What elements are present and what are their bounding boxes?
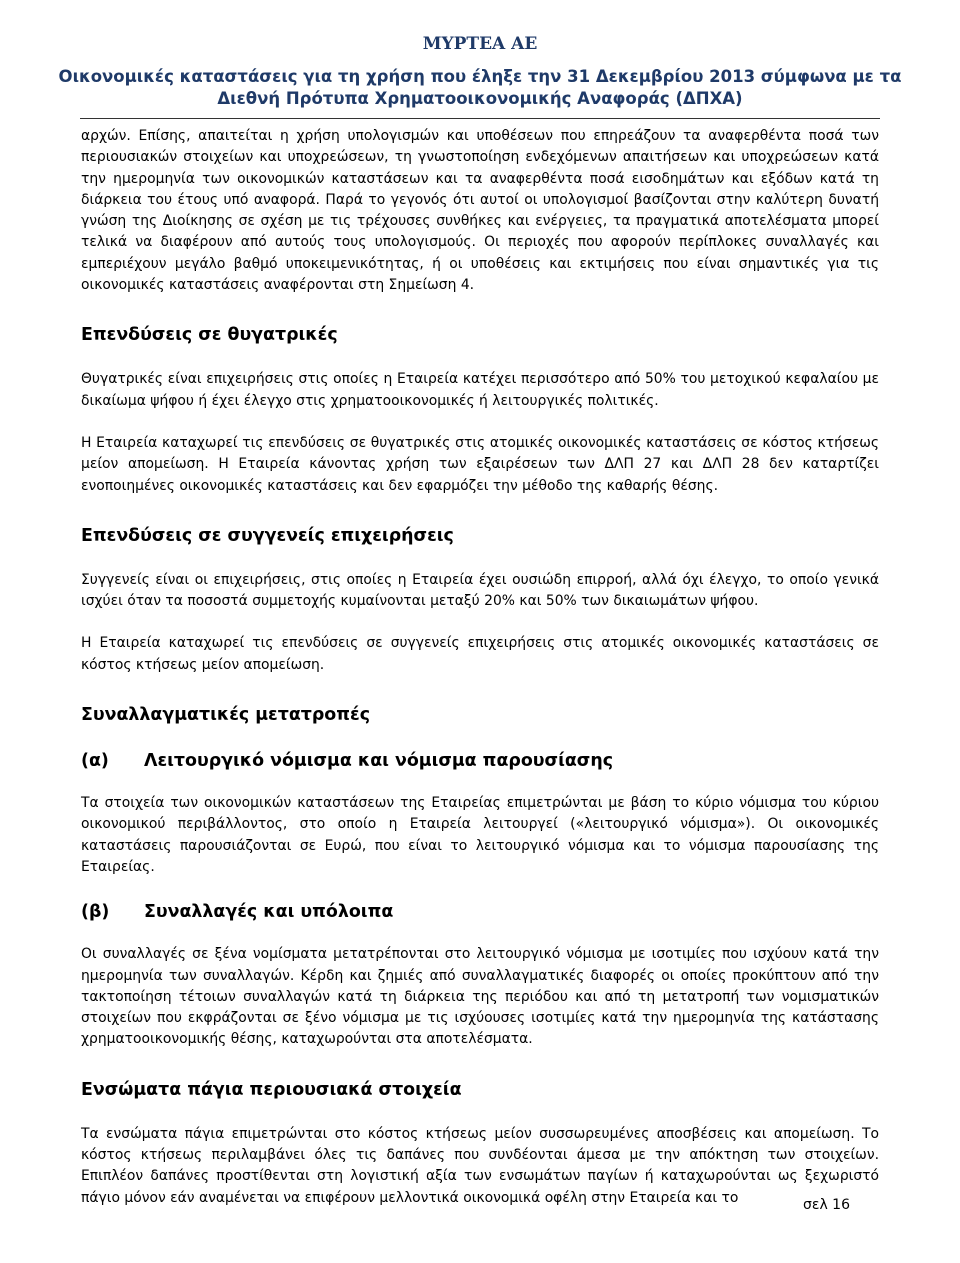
report-subtitle-line1: Οικονομικές καταστάσεις για τη χρήση που έληξε την 31 Δεκεμβρίου 2013 σύμφωνα με τα — [58, 67, 902, 86]
paragraph-associates-definition: Συγγενείς είναι οι επιχειρήσεις, στις οποίες η Εταιρεία έχει ουσιώδη επιρροή, αλλά όχι έλεγχο, το οποίο γενικά ισχύει όταν τα ποσοστά συμμετοχής κυμαίνονται μεταξύ 20% και 50% των δικαιωμάτων ψήφου. — [81, 571, 879, 610]
paragraph-associates-accounting: Η Εταιρεία καταχωρεί τις επενδύσεις σε συγγενείς επιχειρήσεις στις ατομικές οικονομικές καταστάσεις σε κόστος κτήσεως μείον απομείωση. — [81, 635, 879, 673]
page-number: σελ 16 — [803, 1197, 850, 1213]
document-body — [81, 126, 879, 1209]
paragraph-subsidiaries-accounting: Η Εταιρεία καταχωρεί τις επενδύσεις σε θυγατρικές στις ατομικές οικονομικές καταστάσεις σε κόστος κτήσεως μείον απομείωση. Η Εταιρεία κάνοντας χρήση των εξαιρέσεων των ΔΛΠ 27 και ΔΛΠ 28 δεν καταρτίζει ενοποιημένες οικονομικές καταστάσεις και δεν εφαρμόζει την μέθοδο της καθαρής θέσης. — [81, 434, 879, 494]
heading-associates: Επενδύσεις σε συγγενείς επιχειρήσεις — [81, 525, 454, 546]
heading-foreign-exchange: Συναλλαγματικές μετατροπές — [81, 705, 371, 726]
heading-subsidiaries: Επενδύσεις σε θυγατρικές — [81, 325, 338, 346]
heading-tangible-assets: Ενσώματα πάγια περιουσιακά στοιχεία — [81, 1079, 462, 1100]
paragraph-functional-currency: Τα στοιχεία των οικονομικών καταστάσεων της Εταιρείας επιμετρώνται με βάση το κύριο νόμισμα του κύριου οικονομικού περιβάλλοντος, στο οποίο η Εταιρεία λειτουργεί («λειτουργικό νόμισμα»). Οι οικονομικές καταστάσεις παρουσιάζονται σε Ευρώ, που είναι το λειτουργικό νόμισμα και το νόμισμα παρουσίασης της Εταιρείας. — [81, 795, 879, 875]
subheading-title-b: Συναλλαγές και υπόλοιπα — [144, 902, 394, 923]
paragraph-tangible-assets: Τα ενσώματα πάγια επιμετρώνται στο κόστος κτήσεως μείον συσσωρευμένες αποσβέσεις και απομείωση. Το κόστος κτήσεως περιλαμβάνει όλες τις δαπάνες που συνδέονται άμεσα με την απόκτηση των στοιχείων. Επιπλέον δαπάνες προστίθενται στη λογιστική αξία των ενσωμάτων παγίων ή καταχωρούνται ως ξεχωριστό πάγιο μόνον εάν αναμένεται να επιφέρουν μελλοντικά οικονομικά οφέλη στην Εταιρεία και το — [81, 1125, 879, 1206]
header-divider — [80, 118, 880, 119]
subheading-functional-currency — [81, 749, 879, 773]
paragraph-transactions-balances: Οι συναλλαγές σε ξένα νομίσματα μετατρέπονται στο λειτουργικό νόμισμα με ισοτιμίες που ισχύουν κατά την ημερομηνία των συναλλαγών. Κέρδη και ζημιές από συναλλαγματικές διαφορές οι οποίες προκύπτουν από την τακτοποίηση τέτοιων συναλλαγών κατά τη διάρκεια της περιόδου και από τη μετατροπή των νομισματικών στοιχείων που εκφράζονται σε ξένο νόμισμα με τις ισχύουσες ισοτιμίες κατά την ημερομηνία της κατάστασης χρηματοοικονομικής θέσης, καταχωρούνται στα αποτελέσματα. — [81, 946, 879, 1048]
paragraph-estimates: αρχών. Επίσης, απαιτείται η χρήση υπολογισμών και υποθέσεων που επηρεάζουν τα αναφερθέντα ποσά των περιουσιακών στοιχείων και υποχρεώσεων, τη γνωστοποίηση ενδεχόμενων απαιτήσεων και υποχρεώσεων κατά την ημερομηνία των οικονομικών καταστάσεων και τα αναφερθέντα ποσά εισοδημάτων και εξόδων κατά τη διάρκεια του έτους υπό αναφορά. Παρά το γεγονός ότι αυτοί οι υπολογισμοί βασίζονται στην καλύτερη δυνατή γνώση της Διοίκησης σε σχέση με τις τρέχουσες συνθήκες και ενέργειες, τα πραγματικά αποτελέσματα μπορεί τελικά να διαφέρουν από αυτούς τους υπολογισμούς. Οι περιοχές που αφορούν περίπλοκες συναλλαγές και εμπεριέχουν μεγάλο βαθμό υποκειμενικότητας, ή οι υποθέσεις και εκτιμήσεις που είναι σημαντικές για τις οικονομικές καταστάσεις αναφέρονται στη Σημείωση 4. — [81, 128, 879, 294]
subheading-transactions-balances — [81, 900, 879, 924]
subheading-marker-a: (α) — [81, 751, 109, 772]
paragraph-subsidiaries-definition: Θυγατρικές είναι επιχειρήσεις στις οποίες η Εταιρεία κατέχει περισσότερο από 50% του μετοχικού κεφαλαίου με δικαίωμα ψήφου ή έχει έλεγχο στις χρηματοοικονομικές ή λειτουργικές πολιτικές. — [81, 371, 879, 409]
subheading-marker-b: (β) — [81, 902, 110, 923]
company-name: ΜΥΡΤΕΑ ΑΕ — [422, 34, 538, 54]
subheading-title-a: Λειτουργικό νόμισμα και νόμισμα παρουσίασης — [144, 751, 614, 772]
report-subtitle-line2: Διεθνή Πρότυπα Χρηματοοικονομικής Αναφοράς (ΔΠΧΑ) — [217, 89, 743, 108]
